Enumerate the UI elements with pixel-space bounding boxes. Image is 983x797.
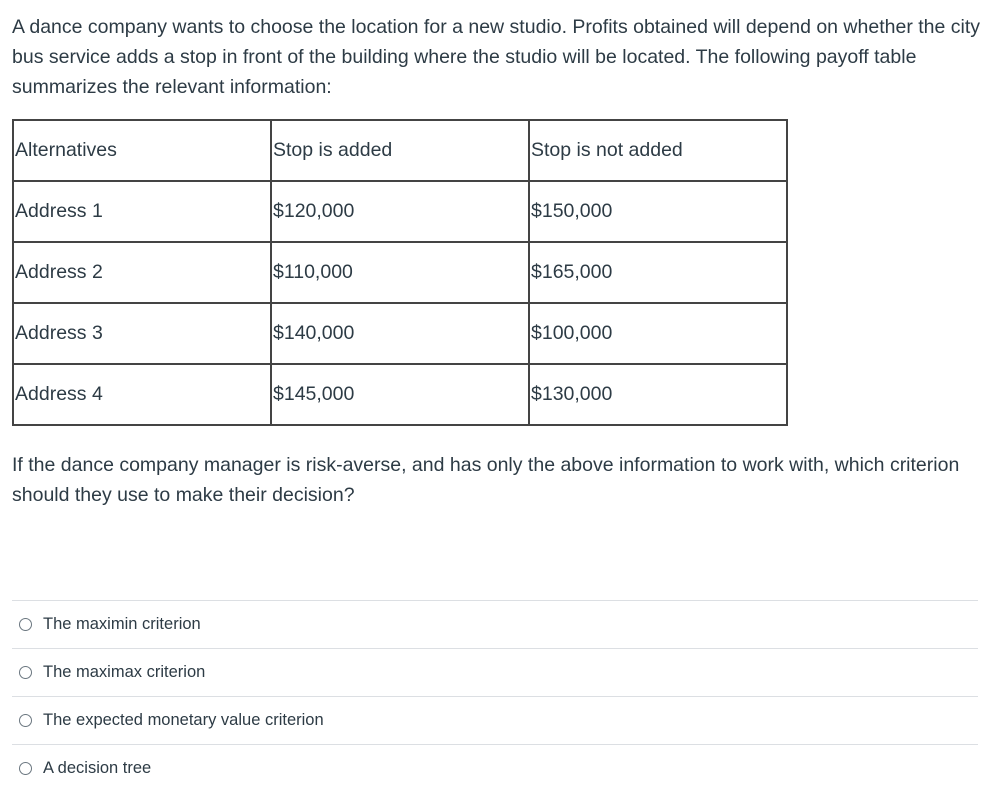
table-cell: $140,000: [271, 303, 529, 364]
table-cell: $165,000: [529, 242, 787, 303]
header-stop-not-added: Stop is not added: [529, 120, 787, 181]
table-cell: $150,000: [529, 181, 787, 242]
table-cell: $145,000: [271, 364, 529, 425]
question-intro: A dance company wants to choose the location for a new studio. Profits obtained will depend on whether the city bus service adds a stop in front of the building where the studio will be located. The following payoff table summarizes the relevant information:: [12, 16, 981, 98]
table-cell: $130,000: [529, 364, 787, 425]
answer-option-emv[interactable]: [12, 696, 978, 744]
answer-label: The maximax criterion: [43, 663, 206, 681]
table-row: [13, 181, 787, 242]
header-stop-added: Stop is added: [271, 120, 529, 181]
table-cell: Address 2: [13, 242, 271, 303]
question-prompt: If the dance company manager is risk-averse, and has only the above information to work with, which criterion should they use to make their decision?: [12, 454, 960, 506]
payoff-table: [12, 119, 788, 426]
answer-label: A decision tree: [43, 759, 152, 777]
answer-option-decision-tree[interactable]: [12, 744, 978, 792]
table-header-row: [13, 120, 787, 181]
answer-label: The maximin criterion: [43, 615, 201, 633]
table-cell: $120,000: [271, 181, 529, 242]
table-row: [13, 303, 787, 364]
answer-label: The expected monetary value criterion: [43, 711, 324, 729]
table-cell: $110,000: [271, 242, 529, 303]
radio-button[interactable]: [19, 666, 32, 679]
answer-option-maximax[interactable]: [12, 648, 978, 696]
radio-button[interactable]: [19, 762, 32, 775]
answer-list: [12, 600, 978, 792]
header-alternatives: Alternatives: [13, 120, 271, 181]
answer-option-maximin[interactable]: [12, 600, 978, 648]
table-cell: Address 3: [13, 303, 271, 364]
radio-button[interactable]: [19, 714, 32, 727]
table-cell: Address 4: [13, 364, 271, 425]
table-row: [13, 242, 787, 303]
table-cell: $100,000: [529, 303, 787, 364]
table-cell: Address 1: [13, 181, 271, 242]
table-row: [13, 364, 787, 425]
radio-button[interactable]: [19, 618, 32, 631]
